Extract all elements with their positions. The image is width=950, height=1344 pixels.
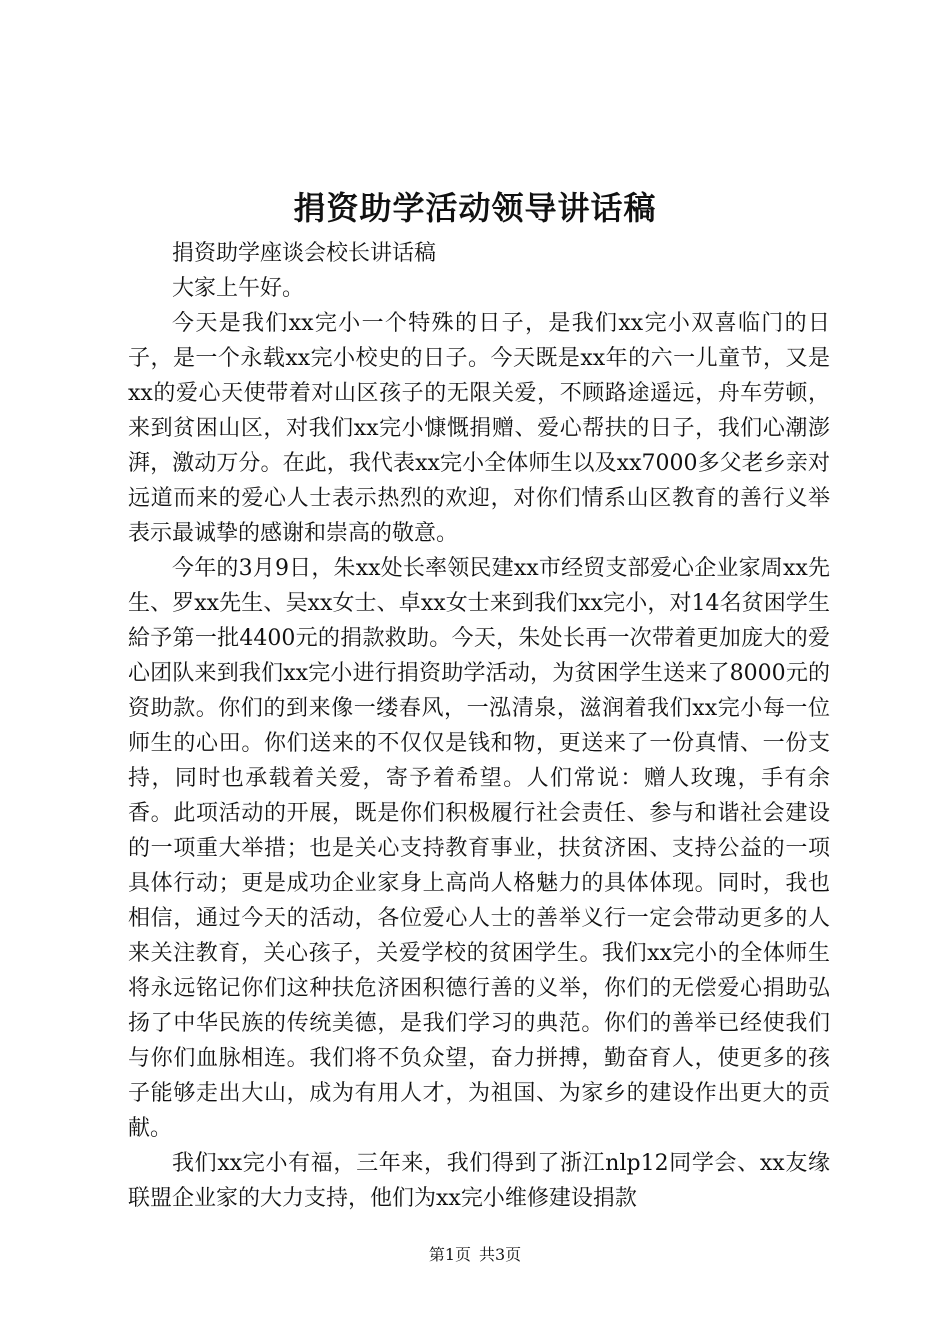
paragraph: 今天是我们xx完小一个特殊的日子，是我们xx完小双喜临门的日子，是一个永载xx完小校史的日子。今天既是xx年的六一儿童节，又是xx的爱心天使带着对山区孩子的无限关爱，不顾路途遥远，舟车劳顿，来到贫困山区，对我们xx完小慷慨捐赠、爱心帮扶的日子，我们心潮澎湃，激动万分。在此，我代表xx完小全体师生以及xx7000多父老乡亲对远道而来的爱心人士表示热烈的欢迎，对你们情系山区教育的善行义举表示最诚挚的感谢和崇高的敬意。	[128, 311, 830, 546]
paragraph: 今年的3月9日，朱xx处长率领民建xx市经贸支部爱心企业家周xx先生、罗xx先生、吴xx女士、卓xx女士来到我们xx完小，对14名贫困学生給予第一批4400元的捐款救助。今天，朱处长再一次带着更加庞大的爱心团队来到我们xx完小进行捐资助学活动，为贫困学生送来了8000元的资助款。你们的到来像一缕春风，一泓清泉，滋润着我们xx完小每一位师生的心田。你们送来的不仅仅是钱和物，更送来了一份真情、一份支持，同时也承载着关爱，寄予着希望。人们常说：赠人玫瑰，手有余香。此项活动的开展，既是你们积极履行社会责任、参与和谐社会建设的一项重大举措；也是关心支持教育事业，扶贫济困、支持公益的一项具体行动；更是成功企业家身上高尚人格魅力的具体体现。同时，我也相信，通过今天的活动，各位爱心人士的善举义行一定会带动更多的人来关注教育，关心孩子，关爱学校的贫困学生。我们xx完小的全体师生将永远铭记你们这种扶危济困积德行善的义举，你们的无偿爱心捐助弘扬了中华民族的传统美德，是我们学习的典范。你们的善举已经使我们与你们血脉相连。我们将不负众望，奋力拼搏，勤奋育人，使更多的孩子能够走出大山，成为有用人才，为祖国、为家乡的建设作出更大的贡献。	[128, 556, 830, 1141]
paragraph: 大家上午好。	[172, 276, 305, 301]
paragraph: 我们xx完小有福，三年来，我们得到了浙江nlp12同学会、xx友缘联盟企业家的大力支持，他们为xx完小维修建设捐款	[128, 1151, 830, 1211]
page-total: 共3页	[479, 1245, 522, 1264]
page-footer	[0, 1244, 950, 1266]
page-number: 第1页	[428, 1245, 471, 1264]
document-title: 捐资助学活动领导讲话稿	[293, 189, 657, 227]
paragraph: 捐资助学座谈会校长讲话稿	[172, 241, 437, 266]
document-body	[128, 236, 830, 1216]
